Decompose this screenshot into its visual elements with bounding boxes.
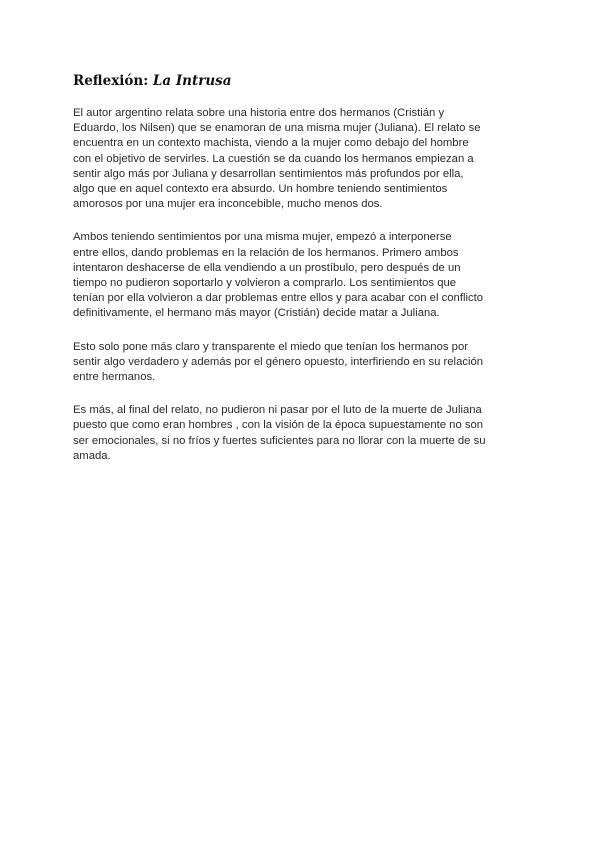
paragraph-line: Ambos teniendo sentimientos por una misma mujer, empezó a interponerse xyxy=(73,231,452,244)
paragraph-line: entre hermanos. xyxy=(73,371,156,384)
paragraph-4 xyxy=(73,403,531,464)
paragraph-line: ser emocionales, si no fríos y fuertes suficientes para no llorar con la muerte de su xyxy=(73,434,486,447)
paragraph-line: encuentra en un contexto machista, viendo a la mujer como debajo del hombre xyxy=(73,137,469,150)
paragraph-line: algo que en aquel contexto era absurdo. Un hombre teniendo sentimientos xyxy=(73,183,448,196)
document-title xyxy=(73,72,531,90)
paragraph-line: puesto que como eran hombres , con la visión de la época supuestamente no son xyxy=(73,419,484,432)
paragraph-3 xyxy=(73,340,531,386)
paragraph-line: tiempo no pudieron soportarlo y volvieron a comprarlo. Los sentimientos que xyxy=(73,277,457,290)
paragraph-line: tenían por ella volvieron a dar problemas entre ellos y para acabar con el conflicto xyxy=(73,292,484,305)
paragraph-1 xyxy=(73,106,531,212)
paragraph-line: Esto solo pone más claro y transparente el miedo que tenían los hermanos por xyxy=(73,340,468,353)
paragraph-line: Es más, al final del relato, no pudieron ni pasar por el luto de la muerte de Juliana xyxy=(73,404,482,417)
paragraph-line: amada. xyxy=(73,449,111,462)
paragraph-line: con el objetivo de servirles. La cuestión se da cuando los hermanos empiezan a xyxy=(73,152,474,165)
paragraph-2 xyxy=(73,230,531,321)
paragraph-line: Eduardo, los Nilsen) que se enamoran de una misma mujer (Juliana). El relato se xyxy=(73,122,481,135)
paragraph-line: sentir algo más por Juliana y desarrollan sentimientos más profundos por ella, xyxy=(73,167,464,180)
paragraph-line: amorosos por una mujer era inconcebible, mucho menos dos. xyxy=(73,198,383,211)
paragraph-line: definitivamente, el hermano más mayor (Cristián) decide matar a Juliana. xyxy=(73,307,440,320)
document-body xyxy=(73,72,531,482)
title-work: La Intrusa xyxy=(152,73,232,89)
paragraph-line: intentaron deshacerse de ella vendiendo a un prostíbulo, pero después de un xyxy=(73,261,461,274)
paragraph-line: El autor argentino relata sobre una historia entre dos hermanos (Cristián y xyxy=(73,107,445,119)
paragraph-line: sentir algo verdadero y además por el género opuesto, interfiriendo en su relación xyxy=(73,355,484,368)
paragraph-line: entre ellos, dando problemas en la relación de los hermanos. Primero ambos xyxy=(73,246,459,259)
title-prefix: Reflexión: xyxy=(73,73,153,89)
